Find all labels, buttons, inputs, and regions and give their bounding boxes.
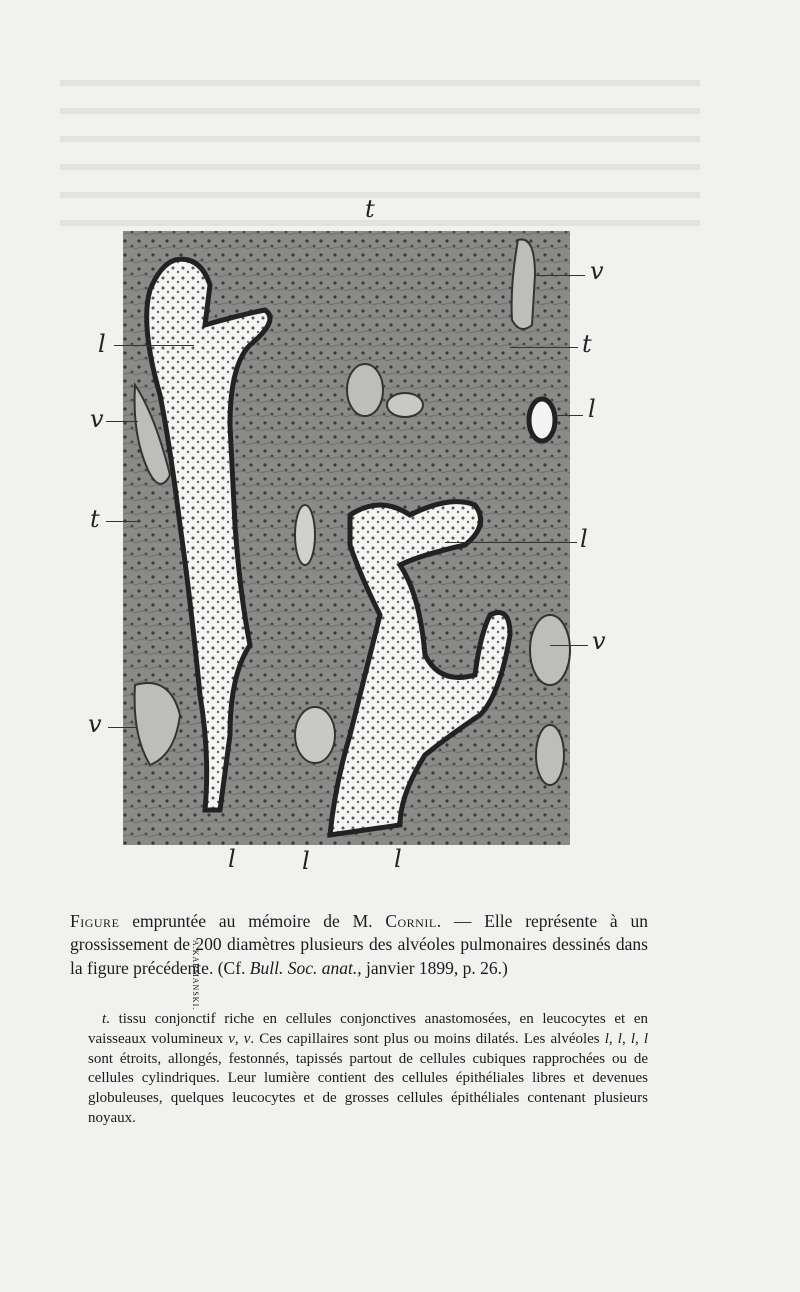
leader-line bbox=[106, 421, 138, 422]
label-left-v1: v bbox=[90, 405, 104, 433]
caption-figure-word: Figure bbox=[70, 911, 120, 931]
label-right-l1: l bbox=[588, 395, 596, 423]
legend-text: . tissu conjonctif riche en cellules conjonctives anastomosées, en leucocytes et en vaisseaux volumineux bbox=[88, 1011, 648, 1047]
label-right-t: t bbox=[582, 330, 592, 358]
caption-author: Cornil bbox=[385, 911, 437, 931]
leader-line bbox=[555, 415, 583, 416]
leader-line bbox=[108, 727, 136, 728]
vessel bbox=[530, 615, 570, 685]
label-left-v2: v bbox=[88, 710, 102, 738]
figure-caption bbox=[70, 910, 648, 980]
label-bottom-l1: l bbox=[228, 845, 236, 873]
lung-tissue-illustration bbox=[80, 195, 640, 885]
leader-line bbox=[510, 347, 578, 348]
legend-sep: , bbox=[634, 1030, 644, 1047]
leader-line bbox=[535, 275, 585, 276]
leader-line bbox=[550, 645, 588, 646]
caption-text: . — Elle représente à un grossissement de 200 diamètres plusieurs des alvéoles pulmonaires dessinés dans la figure précédente. (Cf. bbox=[70, 911, 648, 978]
legend-l: l bbox=[643, 1030, 649, 1047]
label-bottom-l3: l bbox=[394, 845, 402, 873]
figure-legend bbox=[88, 1010, 648, 1129]
caption-text: empruntée au mémoire de M. bbox=[119, 911, 386, 931]
legend-sep: , bbox=[234, 1030, 244, 1047]
label-bottom-l2: l bbox=[302, 847, 310, 875]
label-top-t: t bbox=[365, 195, 375, 223]
alveolus-small bbox=[529, 399, 555, 441]
legend-v: v bbox=[243, 1030, 251, 1047]
vessel bbox=[512, 239, 535, 329]
caption-text: , janvier 1899, p. 26.) bbox=[357, 957, 508, 978]
caption-journal: Bull. Soc. anat. bbox=[249, 957, 358, 978]
legend-sep: , bbox=[608, 1030, 618, 1047]
label-left-l: l bbox=[98, 330, 106, 358]
legend-l: l bbox=[604, 1030, 609, 1047]
artist-signature: A.KARMANSKI. bbox=[191, 940, 200, 1011]
legend-v: v bbox=[228, 1030, 235, 1047]
legend-l: l bbox=[630, 1030, 635, 1047]
vessel bbox=[536, 725, 564, 785]
legend-l: l bbox=[617, 1030, 622, 1047]
legend-text: . Ces capillaires sont plus ou moins dilatés. Les alvéoles bbox=[250, 1030, 605, 1047]
label-left-t: t bbox=[90, 505, 100, 533]
label-right-v2: v bbox=[592, 627, 606, 655]
vessel bbox=[295, 505, 315, 565]
legend-text: sont étroits, allongés, festonnés, tapissés partout de cellules cubiques rapprochées ou de cellules cylindriques. Leur lumière contient des cellules épithéliales libres et devenues globuleuses, quelques leucocytes et de grosses cellules épithéliales contenant plusieurs noyaux. bbox=[88, 1050, 648, 1126]
legend-t: t bbox=[102, 1011, 107, 1027]
vessel bbox=[295, 707, 335, 763]
leader-line bbox=[114, 345, 194, 346]
leader-line bbox=[445, 542, 577, 543]
vessel bbox=[347, 364, 383, 416]
label-right-v1: v bbox=[590, 257, 604, 285]
vessel bbox=[387, 393, 423, 417]
label-right-l2: l bbox=[580, 525, 588, 553]
leader-line bbox=[106, 521, 138, 522]
legend-sep: , bbox=[621, 1030, 631, 1047]
